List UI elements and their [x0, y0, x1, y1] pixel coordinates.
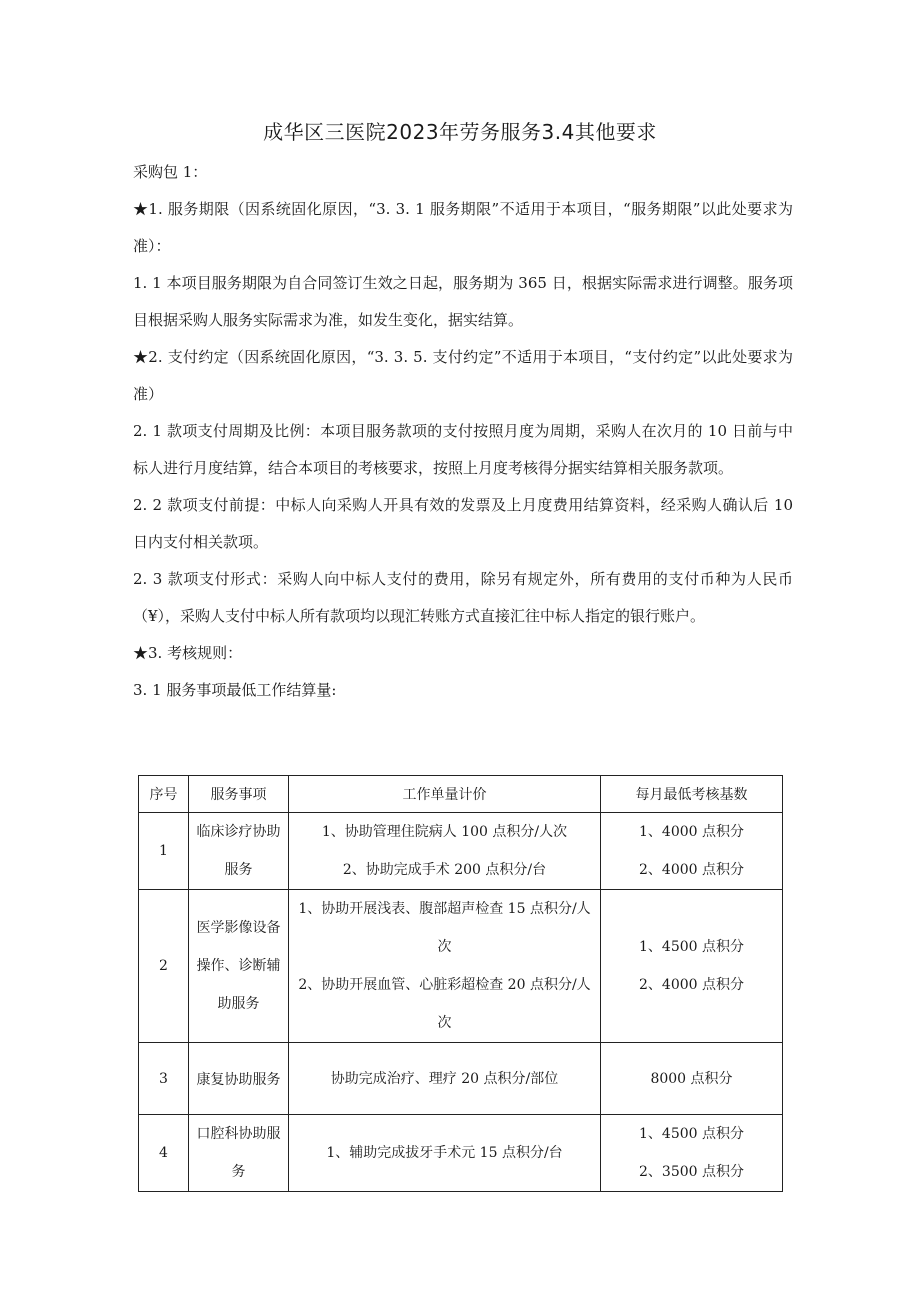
table-row	[139, 813, 783, 890]
section-payment-cycle: 2. 1 款项支付周期及比例：本项目服务款项的支付按照月度为周期，采购人在次月的 10 日前与中标人进行月度结算，结合本项目的考核要求，按照上月度考核得分据实结算相关服务款项。	[133, 422, 793, 477]
section-payment-precondition: 2. 2 款项支付前提：中标人向采购人开具有效的发票及上月度费用结算资料，经采购人确认后 10 日内支付相关款项。	[133, 496, 793, 551]
row-item: 医学影像设备操作、诊断辅助服务	[189, 890, 289, 1043]
pricing-line: 1、辅助完成拔牙手术元 15 点积分/台	[326, 1145, 563, 1161]
base-line: 2、4000 点积分	[639, 862, 744, 878]
base-line: 2、4000 点积分	[639, 977, 744, 993]
row-base	[601, 1043, 783, 1115]
row-base	[601, 890, 783, 1043]
base-line: 1、4500 点积分	[639, 939, 744, 955]
row-item: 口腔科协助服务	[189, 1115, 289, 1192]
header-base: 每月最低考核基数	[601, 776, 783, 813]
row-pricing	[289, 1115, 601, 1192]
settlement-table	[138, 775, 783, 1192]
base-line: 8000 点积分	[650, 1070, 733, 1087]
table-row	[139, 890, 783, 1043]
section-assessment: ★3. 考核规则：	[133, 644, 243, 662]
row-pricing	[289, 890, 601, 1043]
row-item: 康复协助服务	[189, 1043, 289, 1115]
section-payment-form: 2. 3 款项支付形式：采购人向中标人支付的费用，除另有规定外，所有费用的支付币种为人民币（¥），采购人支付中标人所有款项均以现汇转账方式直接汇往中标人指定的银行账户。	[133, 570, 793, 625]
page-title: 成华区三医院2023年劳务服务3.4其他要求	[263, 120, 657, 144]
row-pricing	[289, 813, 601, 890]
base-line: 2、3500 点积分	[639, 1164, 744, 1180]
section-service-period: ★1. 服务期限（因系统固化原因，“3. 3. 1 服务期限”不适用于本项目，“服务期限”以此处要求为准）：	[133, 200, 793, 255]
pricing-line: 2、协助完成手术 200 点积分/台	[342, 862, 547, 878]
document-body	[133, 154, 793, 709]
pricing-line: 2、协助开展血管、心脏彩超检查 20 点积分/人次	[298, 977, 591, 1031]
row-no: 4	[139, 1115, 189, 1192]
row-pricing	[289, 1043, 601, 1115]
pricing-line: 1、协助开展浅表、腹部超声检查 15 点积分/人次	[298, 901, 591, 955]
row-item: 临床诊疗协助服务	[189, 813, 289, 890]
package-label: 采购包 1：	[133, 163, 208, 181]
table-caption: 3. 1 服务事项最低工作结算量:	[133, 681, 337, 699]
section-service-period-detail: 1. 1 本项目服务期限为自合同签订生效之日起，服务期为 365 日，根据实际需求进行调整。服务项目根据采购人服务实际需求为准，如发生变化，据实结算。	[133, 274, 793, 329]
base-line: 1、4000 点积分	[639, 824, 744, 840]
pricing-line: 协助完成治疗、理疗 20 点积分/部位	[330, 1070, 559, 1087]
pricing-line: 1、协助管理住院病人 100 点积分/人次	[321, 824, 568, 840]
row-no: 2	[139, 890, 189, 1043]
row-base	[601, 1115, 783, 1192]
header-no: 序号	[139, 776, 189, 813]
header-pricing: 工作单量计价	[289, 776, 601, 813]
row-no: 1	[139, 813, 189, 890]
table-row	[139, 1043, 783, 1115]
section-payment: ★2. 支付约定（因系统固化原因，“3. 3. 5. 支付约定”不适用于本项目，“支付约定”以此处要求为准）	[133, 348, 793, 403]
table-row	[139, 1115, 783, 1192]
header-item: 服务事项	[189, 776, 289, 813]
table-header-row	[139, 776, 783, 813]
row-no: 3	[139, 1043, 189, 1115]
base-line: 1、4500 点积分	[639, 1126, 744, 1142]
row-base	[601, 813, 783, 890]
